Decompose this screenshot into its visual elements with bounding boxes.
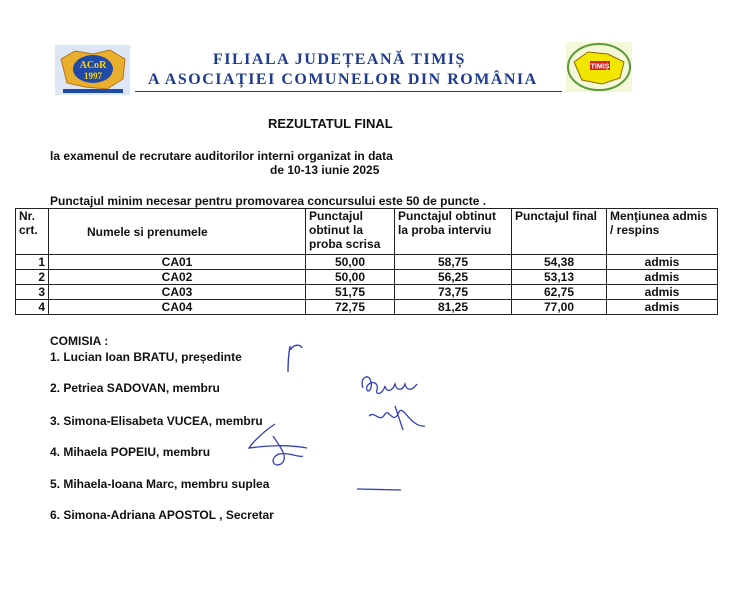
timis-logo bbox=[566, 42, 632, 92]
subtitle-line1: la examenul de recrutare auditorilor interni organizat in data bbox=[50, 149, 393, 163]
cell-final: 77,00 bbox=[512, 300, 607, 315]
cell-interview: 73,75 bbox=[395, 285, 512, 300]
subtitle-line2: de 10-13 iunie 2025 bbox=[270, 163, 380, 177]
cell-final: 54,38 bbox=[512, 255, 607, 270]
header-name: Numele si prenumele bbox=[49, 209, 306, 255]
cell-nr: 2 bbox=[16, 270, 49, 285]
acor-logo-year: 1997 bbox=[84, 71, 102, 81]
header-nr: Nr. crt. bbox=[16, 209, 49, 255]
cell-name: CA02 bbox=[49, 270, 306, 285]
signature-3 bbox=[245, 418, 315, 473]
cell-final: 62,75 bbox=[512, 285, 607, 300]
cell-mention: admis bbox=[607, 255, 718, 270]
signature-4 bbox=[355, 483, 405, 495]
cell-final: 53,13 bbox=[512, 270, 607, 285]
cell-written: 50,00 bbox=[306, 270, 395, 285]
header-mention: Menţiunea admis / respins bbox=[607, 209, 718, 255]
commission-member: 4. Mihaela POPEIU, membru bbox=[50, 445, 211, 459]
commission-member: 5. Mihaela-Ioana Marc, membru suplea bbox=[50, 477, 270, 491]
cell-written: 50,00 bbox=[306, 255, 395, 270]
cell-nr: 1 bbox=[16, 255, 49, 270]
signature-2 bbox=[355, 368, 435, 438]
cell-nr: 3 bbox=[16, 285, 49, 300]
results-table bbox=[15, 208, 718, 315]
cell-name: CA04 bbox=[49, 300, 306, 315]
timis-logo-text: TIMIȘ bbox=[590, 63, 610, 71]
org-name-line1: FILIALA JUDEȚEANĂ TIMIȘ bbox=[213, 51, 466, 68]
cell-name: CA01 bbox=[49, 255, 306, 270]
table-row bbox=[16, 285, 718, 300]
commission-heading: COMISIA : bbox=[50, 334, 109, 348]
cell-name: CA03 bbox=[49, 285, 306, 300]
cell-nr: 4 bbox=[16, 300, 49, 315]
acor-logo-text: ACoR bbox=[79, 60, 107, 71]
acor-logo bbox=[55, 45, 130, 95]
minimum-score-note: Punctajul minim necesar pentru promovarea concursului este 50 de puncte . bbox=[50, 194, 487, 208]
table-row bbox=[16, 255, 718, 270]
cell-mention: admis bbox=[607, 270, 718, 285]
signature-1 bbox=[282, 340, 312, 376]
table-header-row bbox=[16, 209, 718, 255]
commission-member: 2. Petriea SADOVAN, membru bbox=[50, 381, 220, 395]
cell-mention: admis bbox=[607, 300, 718, 315]
table-row bbox=[16, 270, 718, 285]
cell-interview: 56,25 bbox=[395, 270, 512, 285]
cell-mention: admis bbox=[607, 285, 718, 300]
org-name-line2: A ASOCIAȚIEI COMUNELOR DIN ROMÂNIA bbox=[148, 71, 538, 88]
cell-interview: 81,25 bbox=[395, 300, 512, 315]
commission-member: 6. Simona-Adriana APOSTOL , Secretar bbox=[50, 508, 274, 522]
cell-written: 72,75 bbox=[306, 300, 395, 315]
header-divider bbox=[135, 91, 562, 92]
commission-member: 3. Simona-Elisabeta VUCEA, membru bbox=[50, 414, 263, 428]
cell-interview: 58,75 bbox=[395, 255, 512, 270]
commission-member: 1. Lucian Ioan BRATU, președinte bbox=[50, 350, 242, 364]
header-written: Punctajul obtinut la proba scrisa bbox=[306, 209, 395, 255]
header-interview: Punctajul obtinut la proba interviu bbox=[395, 209, 512, 255]
page-title: REZULTATUL FINAL bbox=[268, 116, 393, 131]
table-row bbox=[16, 300, 718, 315]
header-final: Punctajul final bbox=[512, 209, 607, 255]
cell-written: 51,75 bbox=[306, 285, 395, 300]
